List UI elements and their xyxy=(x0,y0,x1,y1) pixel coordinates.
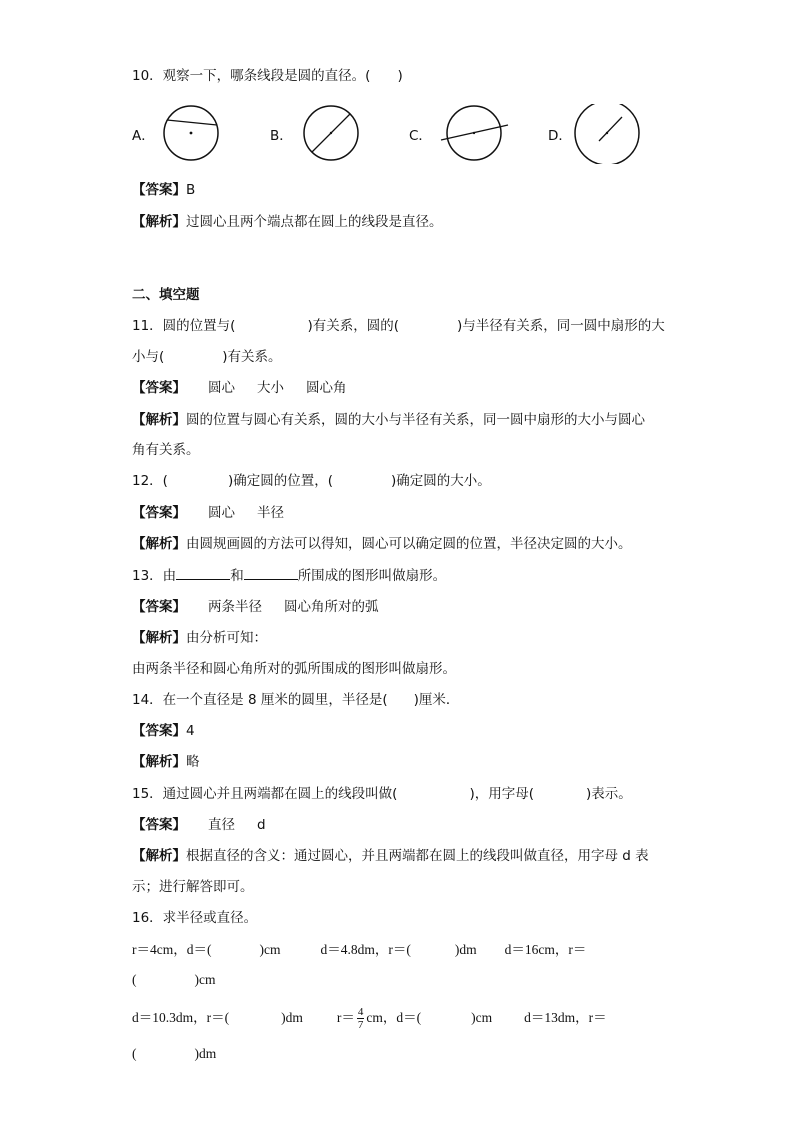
q10-analysis: 【解析】过圆心且两个端点都在圆上的线段是直径。 xyxy=(132,214,443,230)
q13-analysis-line2: 由两条半径和圆心角所对的弧所围成的图形叫做扇形。 xyxy=(132,661,456,677)
q12-question: 12．( )确定圆的位置，( )确定圆的大小。 xyxy=(132,473,491,489)
blank-underline xyxy=(176,565,230,580)
q15-answer: 【答案】 直径 d xyxy=(132,817,266,833)
q16-row4: ( )dm xyxy=(132,1046,217,1061)
q15-question: 15．通过圆心并且两端都在圆上的线段叫做( )，用字母( )表示。 xyxy=(132,786,632,802)
q14-question: 14．在一个直径是 8 厘米的圆里，半径是( )厘米． xyxy=(132,692,460,708)
circle-non-diameter-chord-icon xyxy=(162,104,222,164)
q11-answer: 【答案】 圆心 大小 圆心角 xyxy=(132,380,347,396)
q11-analysis-line1: 【解析】圆的位置与圆心有关系，圆的大小与半径有关系，同一圆中扇形的大小与圆心 xyxy=(132,412,645,428)
blank-underline xyxy=(244,565,298,580)
section-title: 二、填空题 xyxy=(132,287,200,303)
circle-diameter-icon xyxy=(300,104,360,164)
q10-option-b[interactable] xyxy=(270,104,370,164)
q14-answer: 【答案】4 xyxy=(132,723,195,739)
q10-option-a[interactable] xyxy=(132,104,232,164)
q11-line2: 小与( )有关系。 xyxy=(132,349,282,365)
q16-title: 16．求半径或直径。 xyxy=(132,910,258,926)
option-a-label: A． xyxy=(132,128,155,144)
q12-answer: 【答案】 圆心 半径 xyxy=(132,505,284,521)
q10-question: 10．观察一下，哪条线段是圆的直径。( ) xyxy=(132,68,403,84)
q10-answer: 【答案】B xyxy=(132,182,196,198)
q13-analysis: 【解析】由分析可知： xyxy=(132,630,267,646)
q10-option-c[interactable] xyxy=(409,104,519,164)
q16-row2: ( )cm xyxy=(132,972,216,987)
q15-analysis-line1: 【解析】根据直径的含义：通过圆心，并且两端都在圆上的线段叫做直径，用字母 d 表 xyxy=(132,848,649,864)
q16-row3: d＝10.3dm，r＝( )dm r＝ $\frac{4}{7}$ cm，d＝( )cm d＝13dm，r＝ xyxy=(132,1006,607,1032)
circle-radius-icon xyxy=(574,104,644,164)
circle-secant-line-icon xyxy=(437,104,512,164)
q13-answer: 【答案】 两条半径 圆心角所对的弧 xyxy=(132,599,379,615)
q12-analysis: 【解析】由圆规画圆的方法可以得知，圆心可以确定圆的位置，半径决定圆的大小。 xyxy=(132,536,632,552)
option-b-label: B． xyxy=(270,128,293,144)
q16-row1: r＝4cm，d＝( )cm d＝4.8dm，r＝( )dm d＝16cm，r＝ xyxy=(132,942,587,957)
q11-line1: 11．圆的位置与( )有关系，圆的( )与半径有关系，同一圆中扇形的大 xyxy=(132,318,665,334)
option-c-label: C． xyxy=(409,128,432,144)
fraction-four-sevenths: $\frac{4}{7}$ xyxy=(357,1006,364,1032)
q14-analysis: 【解析】略 xyxy=(132,754,200,770)
q11-analysis-line2: 角有关系。 xyxy=(132,442,200,458)
q10-option-d[interactable] xyxy=(548,104,648,164)
option-d-label: D． xyxy=(548,128,572,144)
q13-question: 13．由 和 所围成的图形叫做扇形。 xyxy=(132,565,446,586)
q15-analysis-line2: 示；进行解答即可。 xyxy=(132,879,254,895)
